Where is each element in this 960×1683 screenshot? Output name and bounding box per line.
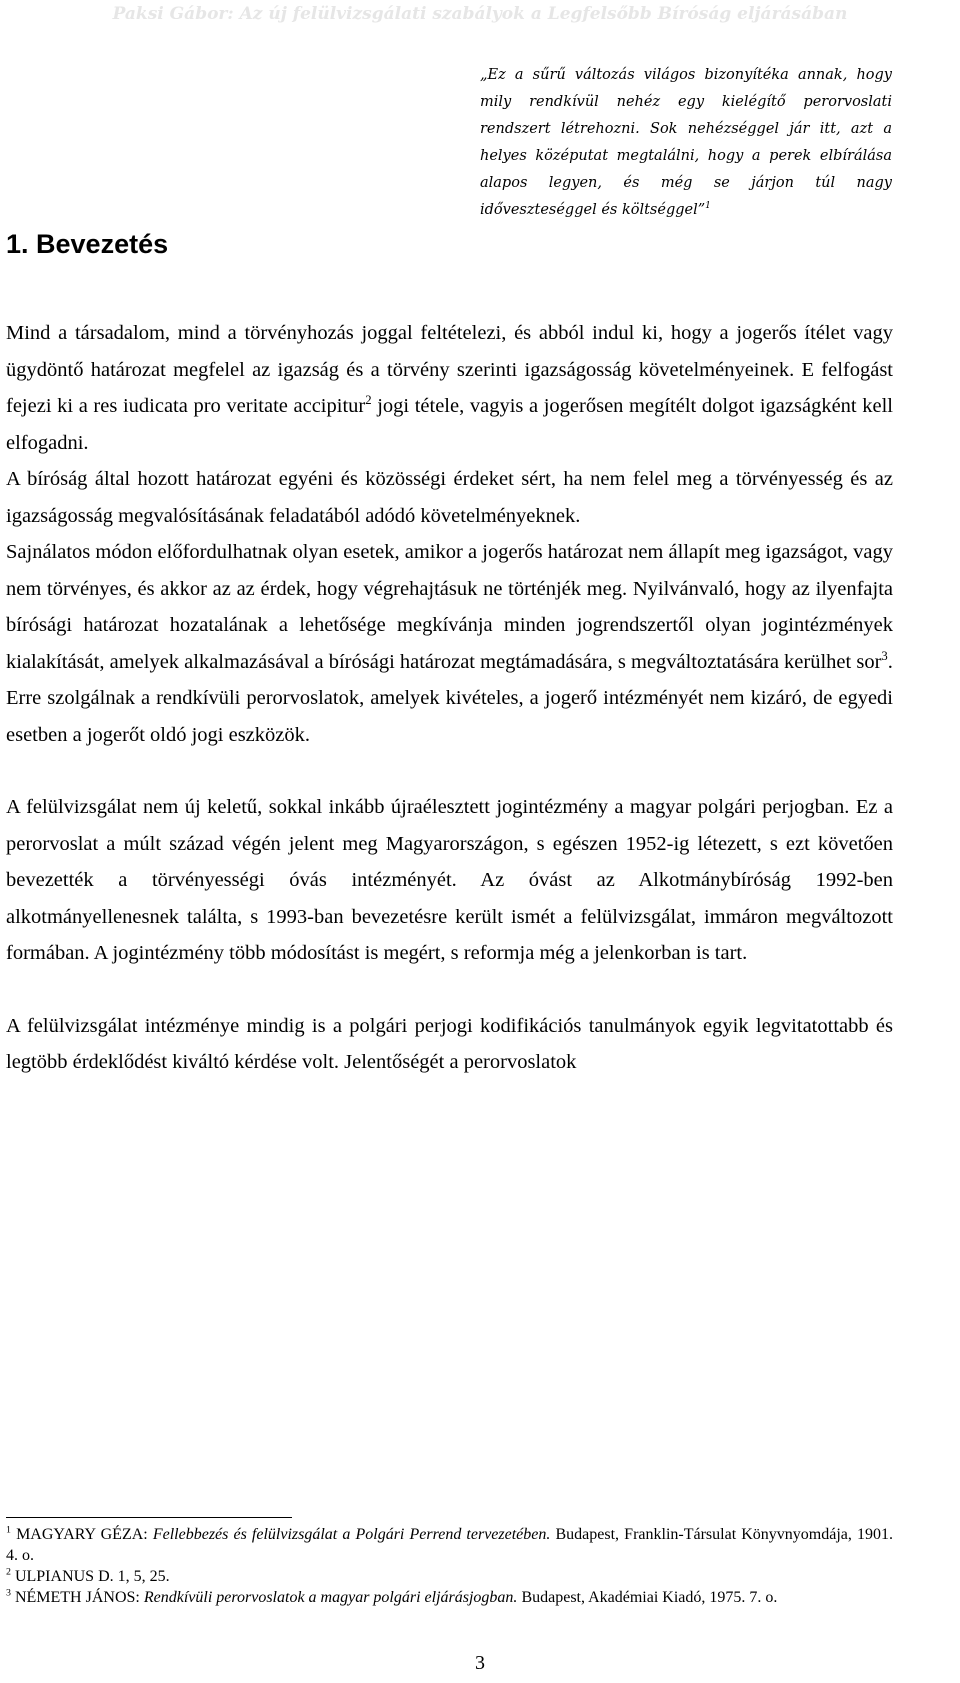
paragraph-5: A felülvizsgálat nem új keletű, sokkal inkább újraélesztett jogintézmény a magyar polgári perjogban. Ez a perorvoslat a múlt század végén jelent meg Magyarországon, s egészen 1952-ig létezett, s ezt követően bevezették a törvényességi óvás intézményét. Az óvást az Alkotmánybíróság 1992-ben alkotmányellenesnek találta, s 1993-ban bevezetésre került ismét a felülvizsgálat, immáron megváltozott formában. A jogintézmény több módosítást is megért, s reformja még a jelenkorban is tart. [6,796,893,964]
paragraph-1-text-a: Mind a társadalom, mind a törvényhozás joggal feltételezi, és abból indul ki, hogy a jogerős ítélet vagy ügydöntő határozat megfelel az igazság és a törvény szerinti igazságosság követelményeinek. E felfogást fejezi ki a res iudicata pro veritate accipitur [6,322,893,417]
footnote-author: ULPIANUS D. 1, 5, 25. [14,1568,170,1585]
footnote-author: NÉMETH JÁNOS: [14,1589,144,1606]
epigraph-quote [480,62,892,224]
paragraph-3-text-a: Sajnálatos módon előfordulhatnak olyan esetek, amikor a jogerős határozat nem állapít meg igazságot, vagy nem törvényes, és akkor az az érdek, hogy végrehajtásuk ne történjék meg. Nyilvánvaló, hogy az ilyenfajta bírósági határozat hozatalának a lehetősége megkívánja minden jogrendszertől olyan jogintézmények kialakítását, amelyek alkalmazásával a bírósági határozat megtámadására, s megváltoztatására kerülhet sor [6,541,893,673]
footnotes [6,1524,893,1608]
footnote-title: Fellebbezés és felülvizsgálat a Polgári Perrend tervezetében. [152,1526,551,1543]
footnote-3 [6,1587,893,1608]
footnote-1 [6,1524,893,1566]
footnote-ref-3[interactable]: 3 [881,648,888,663]
footnote-author: MAGYARY GÉZA: [16,1526,153,1543]
footnote-title: Rendkívüli perorvoslatok a magyar polgári eljárásjogban. [143,1589,518,1606]
footnote-number: 3 [6,1587,11,1599]
epigraph-text: „Ez a sűrű változás világos bizonyítéka annak, hogy mily rendkívül nehéz egy kielégítő perorvoslati rendszert létrehozni. Sok nehézséggel jár itt, azt a helyes középutat megtalálni, hogy a perek elbírálása alapos legyen, és még se járjon túl nagy időveszteséggel és költséggel” [480,67,892,218]
footnote-number: 2 [6,1566,11,1578]
section-heading: 1. Bevezetés [6,229,169,259]
footnote-separator [6,1517,292,1518]
body-text [6,315,893,1081]
running-header: Paksi Gábor: Az új felülvizsgálati szabályok a Legfelsőbb Bíróság eljárásában [112,4,848,24]
footnote-2 [6,1566,893,1587]
paragraph-1-text-b: jogi tétele, vagyis a jogerősen megítélt dolgot igazságként kell elfogadni. [6,395,893,454]
footnote-publisher: Budapest, Akadémiai Kiadó, 1975. 7. o. [517,1589,778,1606]
paragraph-2: A bíróság által hozott határozat egyéni és közösségi érdeket sért, ha nem felel meg a törvényesség és az igazságosság megvalósításának feladatából adódó követelményeknek. [6,468,893,527]
footnote-ref-2[interactable]: 2 [365,393,372,408]
paragraph-1 [6,315,893,461]
footnote-publisher: Budapest, Franklin-Társulat Könyvnyomdája, 1901. 4. o. [6,1526,894,1564]
paragraph-3 [6,534,893,680]
page-number: 3 [475,1652,485,1674]
footnote-ref-1[interactable]: 1 [705,201,711,212]
paragraph-4: Erre szolgálnak a rendkívüli perorvoslatok, amelyek kivételes, a jogerő intézményét nem kizáró, de egyedi esetben a jogerőt oldó jogi eszközök. [6,687,893,746]
footnote-number: 1 [6,1524,11,1536]
paragraph-3-text-b: . [887,650,893,673]
paragraph-6: A felülvizsgálat intézménye mindig is a polgári perjogi kodifikációs tanulmányok egyik legvitatottabb és legtöbb érdeklődést kiváltó kérdése volt. Jelentőségét a perorvoslatok [6,1014,893,1073]
